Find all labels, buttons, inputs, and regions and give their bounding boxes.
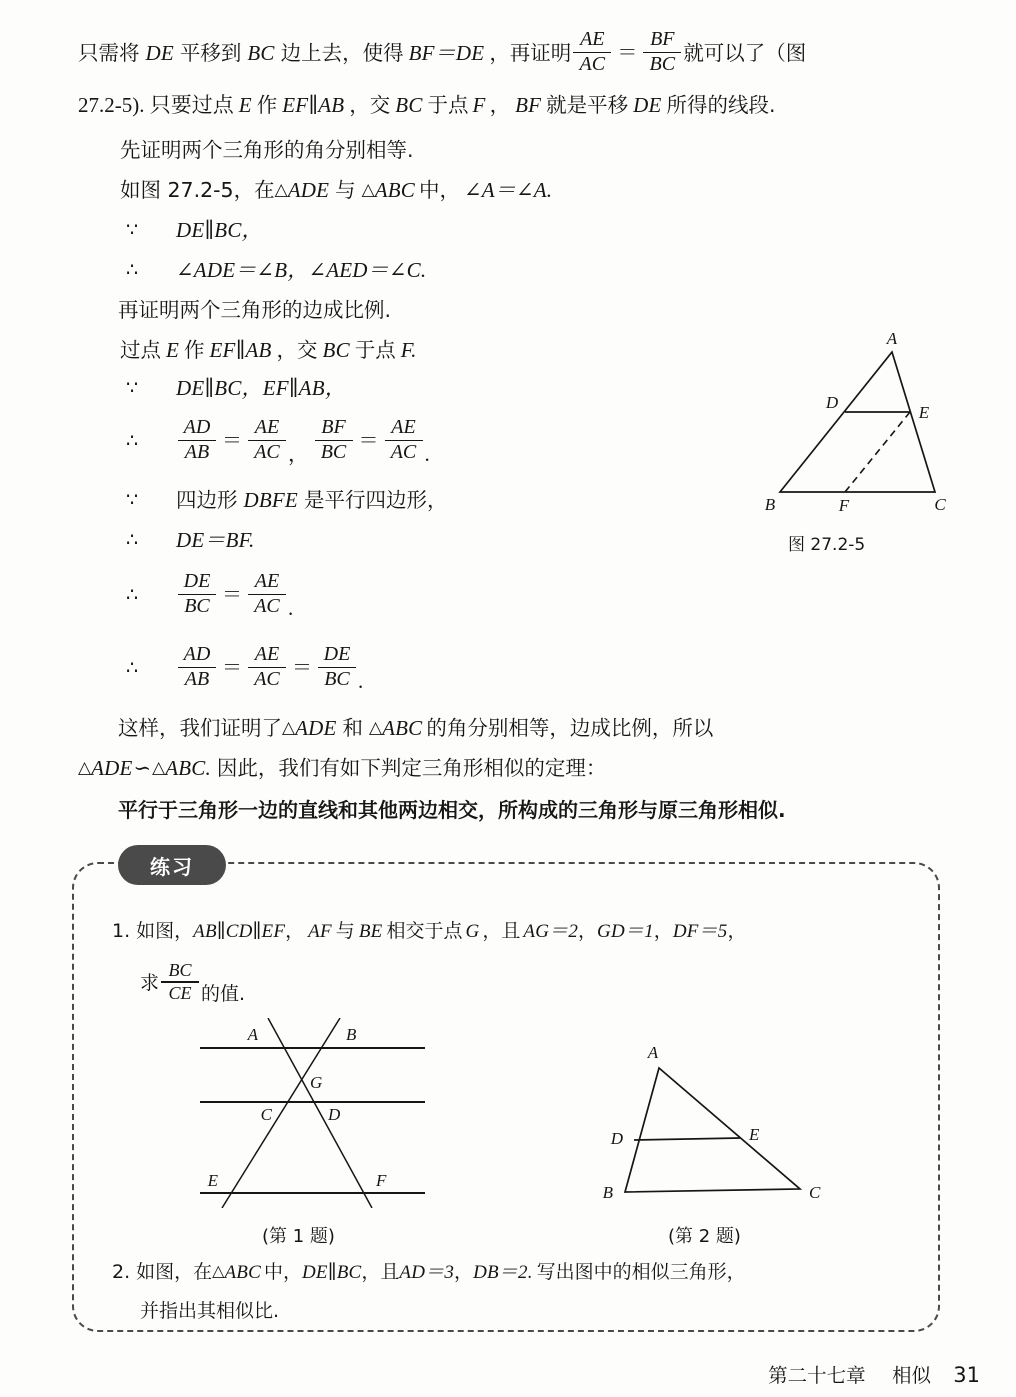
math-ade: ADE <box>295 716 337 740</box>
equals-sign: ＝ <box>222 584 242 607</box>
comma: ， <box>454 1261 474 1283</box>
period: . <box>358 668 364 693</box>
triangle-icon: △ <box>282 718 296 737</box>
fraction-bf-bc <box>315 417 353 464</box>
comma: ， <box>653 920 673 942</box>
equals-sign: ＝ <box>358 430 379 453</box>
segment-ef-dashed <box>845 412 910 492</box>
math-be: BE <box>358 921 383 942</box>
text-run: 作 <box>184 338 205 363</box>
vertex-label-e: E <box>749 1125 760 1144</box>
triangle-abc-outline <box>780 352 935 492</box>
math-ef-parallel-ab: EF∥AB <box>282 93 345 117</box>
question-2-figure <box>595 1030 835 1215</box>
fraction-ae-ac <box>248 571 286 618</box>
fraction-numerator: DE <box>323 643 351 665</box>
text-run: ，且 <box>361 1261 400 1283</box>
vertex-label-e: E <box>918 403 930 422</box>
equation-group <box>176 645 363 692</box>
text-run: 写出图中的相似三角形， <box>536 1261 746 1283</box>
period: . <box>288 595 294 620</box>
vertex-label-c: C <box>809 1183 821 1202</box>
text-run: 2. 如图，在 <box>112 1261 213 1283</box>
vertex-label-d: D <box>610 1129 623 1148</box>
fraction-denominator: AC <box>579 53 606 76</box>
triangle-icon: △ <box>361 180 375 199</box>
triangle-abc-outline <box>625 1068 800 1192</box>
fraction-numerator: AE <box>254 570 280 592</box>
question-2-line-2: 并指出其相似比. <box>140 1300 280 1322</box>
fraction-denominator: AC <box>254 441 280 464</box>
math-f: F. <box>400 338 417 362</box>
math-angle-equalities: ∠ADE＝∠B，∠AED＝∠C. <box>176 258 427 282</box>
paragraph-line-12 <box>122 530 254 551</box>
fraction-denominator: AB <box>184 441 210 464</box>
fraction-bc-ce <box>161 961 199 1003</box>
text-run: 作 <box>256 93 278 118</box>
text-run: 四边形 <box>176 488 238 513</box>
question-2-caption: (第 2 题) <box>668 1226 741 1247</box>
segment-de <box>634 1138 740 1140</box>
equals-sign: ＝ <box>222 430 242 453</box>
figure-27-2-5 <box>752 330 962 570</box>
text-run: 求 <box>140 971 160 994</box>
vertex-label-a: A <box>647 1043 659 1062</box>
fraction-ad-ab <box>178 417 216 464</box>
paragraph-line-7: 再证明两个三角形的边成比例. <box>118 298 392 322</box>
text-run: 所得的线段. <box>666 93 776 118</box>
point-label-e: E <box>207 1171 218 1190</box>
paragraph-line-9 <box>122 378 346 399</box>
because-symbol: ∵ <box>125 378 139 399</box>
fraction-denominator: BC <box>184 595 210 618</box>
math-db-value: DB＝2. <box>473 1262 533 1283</box>
math-f: F <box>472 93 486 117</box>
text-run: 只需将 <box>78 41 140 66</box>
text-run: 与 <box>335 920 355 942</box>
math-dbfe: DBFE <box>243 488 298 512</box>
equals-sign: ＝ <box>292 657 312 680</box>
practice-label-pill: 练习 <box>118 845 226 885</box>
text-run: 因此，我们有如下判定三角形相似的定理： <box>216 756 607 781</box>
therefore-symbol: ∴ <box>125 260 139 281</box>
question-2-drawing <box>595 1030 835 1210</box>
math-de: DE <box>633 93 662 117</box>
math-abc: ABC <box>224 1262 261 1283</box>
page-footer <box>768 1360 980 1388</box>
equation-group <box>176 418 430 465</box>
paragraph-line-8 <box>120 340 417 361</box>
because-symbol: ∵ <box>125 220 139 241</box>
fraction-bf-bc <box>643 29 681 76</box>
fraction-numerator: AD <box>183 643 211 665</box>
fraction-denominator: BC <box>324 668 350 691</box>
text-run: ，再证明 <box>489 41 572 66</box>
math-e: E <box>238 93 252 117</box>
fraction-ae-ac <box>248 417 286 464</box>
vertex-label-a: A <box>886 330 898 348</box>
math-ad-value: AD＝3 <box>399 1262 455 1283</box>
text-run: 于点 <box>354 338 396 363</box>
text-run: ， <box>489 93 511 118</box>
math-e: E <box>166 338 180 362</box>
equation-group <box>176 572 293 619</box>
triangle-icon: △ <box>369 718 383 737</box>
vertex-label-c: C <box>934 495 946 514</box>
math-ag-value: AG＝2 <box>523 921 579 942</box>
text-run: 过点 <box>120 338 161 363</box>
text-run: 和 <box>342 716 363 741</box>
equals-sign: ＝ <box>617 42 638 65</box>
point-label-d: D <box>328 1105 341 1124</box>
period: . <box>424 441 430 466</box>
math-angle-a: ∠A＝∠A. <box>463 178 553 202</box>
therefore-symbol: ∴ <box>125 584 139 606</box>
text-run: 于点 <box>427 93 469 118</box>
text-run: 边上去，使得 <box>280 41 404 66</box>
therefore-symbol: ∴ <box>125 657 139 679</box>
comma: ， <box>285 920 305 942</box>
comma: ， <box>288 442 309 467</box>
text-run: 与 <box>335 178 356 203</box>
figure-27-2-5-drawing <box>752 330 962 525</box>
fraction-de-bc <box>318 644 356 691</box>
text-run: ，且 <box>482 920 521 942</box>
text-run: 中， <box>418 178 460 203</box>
similar-symbol: ∽ <box>133 756 152 780</box>
page-number: 31 <box>953 1363 980 1387</box>
question-1-line-2 <box>140 962 245 1004</box>
math-ade: ADE <box>91 756 133 780</box>
paragraph-line-5 <box>122 220 263 241</box>
text-run: 平移到 <box>179 41 242 66</box>
fraction-ae-ac <box>385 417 423 464</box>
paragraph-line-4 <box>120 180 552 201</box>
fraction-numerator: AE <box>254 643 280 665</box>
point-label-g: G <box>310 1073 323 1092</box>
because-symbol: ∵ <box>125 490 139 511</box>
fraction-ae-ac <box>573 29 611 76</box>
math-bc: BC <box>247 40 275 65</box>
fraction-denominator: AC <box>254 595 280 618</box>
equals-sign: ＝ <box>222 657 242 680</box>
triangle-icon: △ <box>152 758 166 777</box>
math-af: AF <box>308 921 332 942</box>
fraction-denominator: AB <box>184 668 210 691</box>
paragraph-line-13 <box>122 572 293 619</box>
text-run: 的角分别相等，边成比例，所以 <box>426 716 714 741</box>
vertex-label-b: B <box>602 1183 613 1202</box>
point-label-b: B <box>346 1025 357 1044</box>
triangle-icon: △ <box>212 1262 225 1280</box>
fraction-ae-ac <box>248 644 286 691</box>
text-run: 就是平移 <box>546 93 629 118</box>
point-label-c: C <box>260 1105 272 1124</box>
fraction-denominator: AC <box>254 668 280 691</box>
text-run: 1. 如图， <box>112 920 194 942</box>
question-1-figure <box>180 1018 450 1213</box>
text-run: 的值. <box>201 983 246 1006</box>
math-bc: BC <box>395 93 423 117</box>
figure-ref: 27.2-5). 只要过点 <box>78 93 234 117</box>
paragraph-line-14 <box>122 645 363 692</box>
comma: ， <box>578 920 598 942</box>
paragraph-line-2 <box>78 95 776 116</box>
math-bf: BF <box>515 93 542 117</box>
fraction-denominator: CE <box>168 983 192 1004</box>
paragraph-line-11 <box>122 490 447 511</box>
text-run: 中， <box>263 1261 302 1283</box>
text-run: 就可以了（图 <box>683 41 807 66</box>
fraction-denominator: BC <box>649 53 676 76</box>
fraction-denominator: BC <box>320 441 347 464</box>
math-abc: ABC. <box>165 756 211 780</box>
conclusion-line-1 <box>118 718 713 739</box>
fraction-numerator: AE <box>391 416 416 438</box>
math-gd-value: GD＝1 <box>597 921 654 942</box>
fraction-numerator: DE <box>183 570 211 592</box>
fraction-numerator: AD <box>183 416 211 438</box>
fraction-ad-ab <box>178 644 216 691</box>
text-run: ，交 <box>276 338 318 363</box>
question-1-caption: (第 1 题) <box>262 1226 335 1247</box>
triangle-icon: △ <box>274 180 288 199</box>
math-parallel-lines: AB∥CD∥EF <box>193 921 286 942</box>
fraction-de-bc <box>178 571 216 618</box>
math-de-eq-bf: DE＝BF. <box>176 528 255 552</box>
math-de: DE <box>145 40 174 65</box>
fraction-numerator: BF <box>650 28 675 50</box>
fraction-numerator: AE <box>254 416 280 438</box>
vertex-label-b: B <box>764 495 776 514</box>
text-run: ，交 <box>349 93 391 118</box>
therefore-symbol: ∴ <box>125 530 139 551</box>
paragraph-line-1 <box>78 30 806 77</box>
text-run: 相交于点 <box>386 920 463 942</box>
figure-caption: 图 27.2-5 <box>788 535 866 555</box>
conclusion-line-2 <box>78 758 606 779</box>
point-label-a: A <box>247 1025 258 1044</box>
fraction-numerator: BF <box>321 416 346 438</box>
math-de-parallel-bc: DE∥BC <box>302 1262 362 1283</box>
math-abc: ABC <box>382 716 423 740</box>
fraction-numerator: AE <box>580 28 605 50</box>
question-1-line-1 <box>112 922 746 941</box>
comma: ， <box>727 920 747 942</box>
footer-title: 相似 <box>892 1364 932 1387</box>
math-abc: ABC <box>374 178 415 202</box>
footer-chapter: 第二十七章 <box>768 1364 866 1387</box>
math-parallel-conditions: DE∥BC，EF∥AB， <box>176 376 346 400</box>
math-de-parallel-bc: DE∥BC， <box>176 218 263 242</box>
text-run: 这样，我们证明了 <box>118 716 282 741</box>
triangle-icon: △ <box>78 758 92 777</box>
math-bc: BC <box>322 338 350 362</box>
transversal-af <box>268 1018 372 1208</box>
fraction-denominator: AC <box>390 441 417 464</box>
paragraph-line-3: 先证明两个三角形的角分别相等. <box>120 138 414 162</box>
fraction-numerator: BC <box>168 960 192 980</box>
math-bf-eq-de: BF＝DE <box>408 40 485 65</box>
point-label-f: F <box>376 1171 387 1190</box>
vertex-label-f: F <box>838 496 850 515</box>
paragraph-line-10 <box>122 418 430 465</box>
therefore-symbol: ∴ <box>125 430 139 452</box>
math-df-value: DF＝5 <box>672 921 728 942</box>
text-run: 如图 27.2-5，在 <box>120 178 275 203</box>
question-2-line-1 <box>112 1263 746 1282</box>
question-1-drawing <box>180 1018 450 1208</box>
theorem-statement: 平行于三角形一边的直线和其他两边相交，所构成的三角形与原三角形相似. <box>118 798 786 822</box>
transversal-be <box>222 1018 340 1208</box>
math-ade: ADE <box>287 178 330 202</box>
vertex-label-d: D <box>825 393 839 412</box>
math-g: G <box>465 921 480 942</box>
math-ef-parallel-ab: EF∥AB <box>209 338 272 362</box>
paragraph-line-6 <box>122 260 426 281</box>
text-run: 是平行四边形， <box>303 488 448 513</box>
